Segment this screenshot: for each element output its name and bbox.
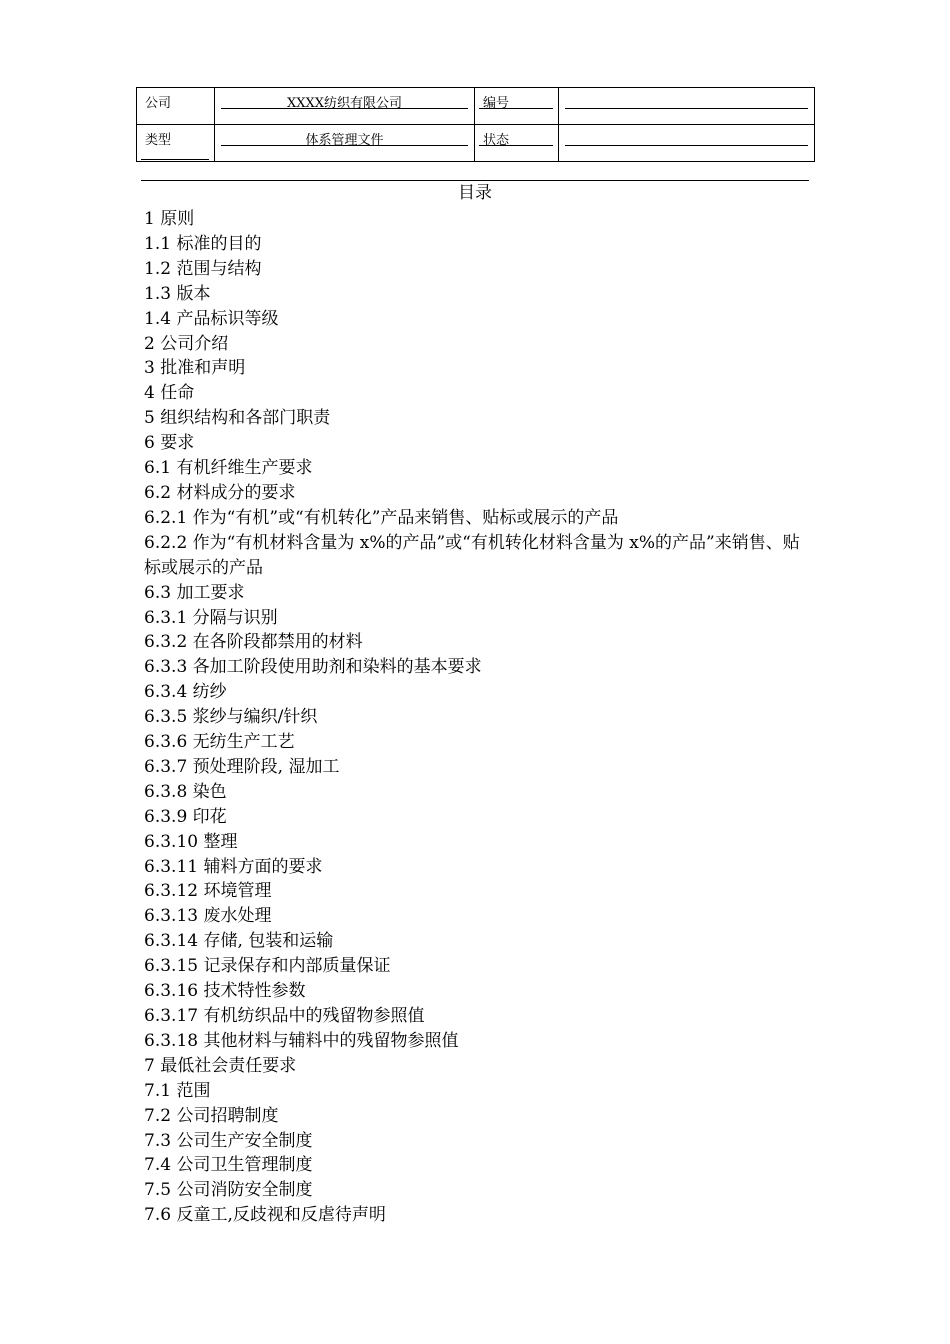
- header-row-company: [137, 88, 815, 125]
- toc-entry: 2 公司介绍: [144, 333, 229, 354]
- toc-entry: 6.3.4 纺纱: [144, 682, 227, 703]
- toc-entry: 6.3.18 其他材料与辅料中的残留物参照值: [144, 1030, 459, 1051]
- company-label-cell: [137, 88, 215, 125]
- status-label-underline: [479, 145, 553, 146]
- toc-entry: 6.3.2 在各阶段都禁用的材料: [144, 632, 363, 653]
- number-label: 编号: [483, 96, 510, 111]
- toc-entry: 6.3.6 无纺生产工艺: [144, 732, 295, 753]
- status-underline: [565, 145, 808, 146]
- toc-entry: 7.5 公司消防安全制度: [144, 1180, 313, 1201]
- toc-entry: 6.3.12 环境管理: [144, 881, 272, 902]
- toc-entry: 1 原则: [144, 209, 195, 229]
- number-label-underline: [479, 108, 553, 109]
- toc-entry: 6.3.3 各加工阶段使用助剂和染料的基本要求: [144, 657, 482, 678]
- toc-entry: 4 任命: [144, 383, 195, 404]
- toc-entry: 6.3.14 存储, 包装和运输: [144, 931, 334, 952]
- table-of-contents: [144, 207, 812, 1228]
- toc-entry: 1.3 版本: [144, 283, 211, 304]
- toc-entry: 6.3.1 分隔与识别: [144, 607, 278, 628]
- toc-entry: 7.6 反童工,反歧视和反虐待声明: [144, 1205, 386, 1226]
- toc-entry: 7.2 公司招聘制度: [144, 1105, 279, 1126]
- toc-entry: 3 批准和声明: [144, 358, 246, 379]
- toc-entry: 6.3.9 印花: [144, 806, 227, 827]
- toc-entry: 6 要求: [144, 433, 195, 454]
- toc-entry: 6.3.15 记录保存和内部质量保证: [144, 956, 391, 977]
- type-label-cell: [137, 125, 215, 162]
- toc-entry: 7 最低社会责任要求: [144, 1055, 297, 1076]
- toc-entry: 6.3.17 有机纺织品中的残留物参照值: [144, 1006, 425, 1026]
- status-value-cell: [559, 125, 815, 162]
- type-underline: [221, 145, 468, 146]
- toc-title: 目录: [458, 183, 492, 203]
- toc-entry: 6.3 加工要求: [144, 582, 245, 603]
- number-label-cell: [475, 88, 559, 125]
- toc-entry: 1.2 范围与结构: [144, 258, 262, 279]
- header-divider: [141, 180, 809, 181]
- number-underline: [565, 108, 808, 109]
- toc-entry: 6.2 材料成分的要求: [144, 482, 296, 503]
- type-label: 类型: [145, 133, 172, 148]
- toc-entry: 5 组织结构和各部门职责: [144, 408, 331, 429]
- toc-entry: 6.3.16 技术特性参数: [144, 981, 306, 1002]
- toc-entry: 6.3.5 浆纱与编织/针织: [144, 707, 318, 728]
- status-label: 状态: [483, 133, 510, 148]
- number-value-cell: [559, 88, 815, 125]
- toc-entry: 6.1 有机纤维生产要求: [144, 458, 313, 479]
- document-header-table: [136, 87, 815, 162]
- company-underline: [221, 108, 468, 109]
- document-type: 体系管理文件: [305, 133, 384, 148]
- toc-entry: 6.3.13 废水处理: [144, 906, 272, 927]
- company-value-cell: [215, 88, 475, 125]
- status-label-cell: [475, 125, 559, 162]
- toc-entry: 6.3.10 整理: [144, 831, 238, 852]
- toc-entry: 7.3 公司生产安全制度: [144, 1130, 313, 1151]
- type-label-underline: [141, 159, 209, 160]
- toc-entry: 6.3.11 辅料方面的要求: [144, 856, 323, 877]
- header-row-type: [137, 125, 815, 162]
- toc-entry: 6.2.1 作为“有机”或“有机转化”产品来销售、贴标或展示的产品: [144, 507, 619, 528]
- type-value-cell: [215, 125, 475, 162]
- toc-entry: 6.2.2 作为“有机材料含量为 x%的产品”或“有机转化材料含量为 x%的产品”来销售、贴标或展示的产品: [144, 532, 800, 578]
- toc-entry: 7.1 范围: [144, 1080, 211, 1101]
- toc-entry: 6.3.8 染色: [144, 781, 227, 802]
- toc-entry: 1.1 标准的目的: [144, 233, 262, 254]
- toc-entry: 7.4 公司卫生管理制度: [144, 1155, 313, 1176]
- toc-entry: 6.3.7 预处理阶段, 湿加工: [144, 756, 340, 777]
- company-name: XXXX纺织有限公司: [286, 96, 403, 111]
- toc-entry: 1.4 产品标识等级: [144, 308, 279, 329]
- company-label: 公司: [145, 96, 172, 111]
